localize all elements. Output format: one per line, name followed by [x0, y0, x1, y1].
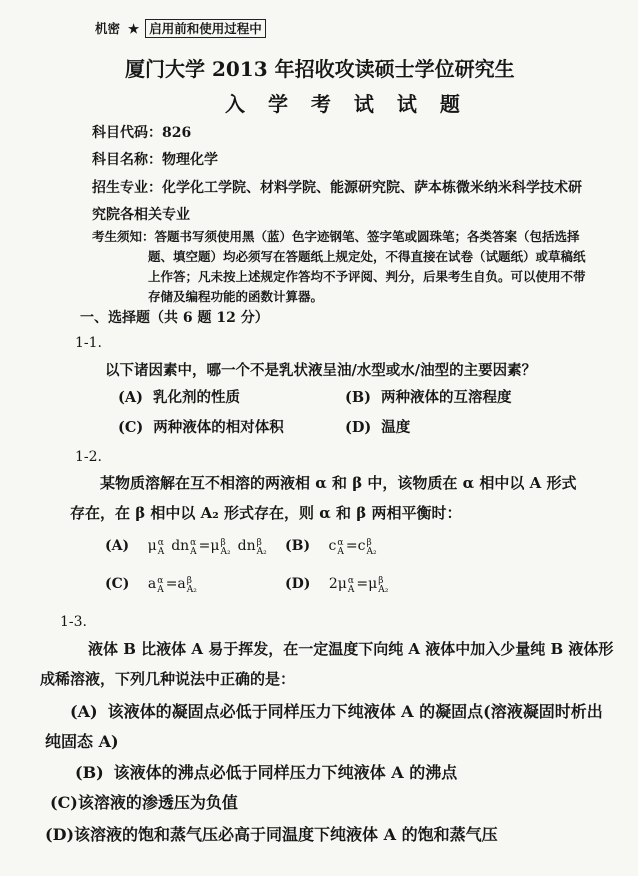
option-b	[75, 765, 457, 781]
formula-base: c	[328, 538, 337, 554]
question-number: 1-2.	[75, 449, 102, 465]
superscript: α	[347, 576, 354, 587]
major-line: 化学化工学院、材料学院、能源研究院、萨本栋微米纳米科学技术研	[162, 180, 582, 196]
formula-term	[199, 539, 231, 557]
option-label: (C)	[118, 419, 144, 436]
subscript: A₂	[186, 585, 197, 596]
subject-name-label: 科目名称：	[92, 152, 162, 168]
index-stack	[366, 539, 376, 557]
subject-code	[92, 126, 191, 140]
option-a	[70, 704, 603, 720]
formula-base: =μ	[198, 538, 220, 554]
formula-base: =a	[165, 576, 186, 592]
confidential-header	[95, 23, 266, 36]
option-b	[345, 391, 511, 406]
subscript: A₂	[220, 547, 231, 558]
major-label: 招生专业：	[92, 180, 162, 196]
question-number: 1-3.	[60, 614, 87, 630]
question-stem: 以下诸因素中，哪一个不是乳状液呈油/水型或水/油型的主要因素？	[105, 362, 537, 379]
index-stack	[157, 577, 164, 595]
question-stem: 存在，在 β 相中以 A₂ 形式存在，则 α 和 β 两相平衡时：	[70, 504, 462, 522]
formula-base: =μ	[356, 576, 378, 592]
notice-line: 题、填空题）均必须写在答题纸上规定处，不得直接在试卷（试题纸）或草稿纸	[148, 249, 586, 264]
exam-title: 厦门大学 2013 年招收攻读硕士学位研究生	[125, 57, 515, 81]
option-a	[105, 539, 269, 557]
formula-base: μ	[147, 538, 157, 554]
option-text: 两种液体的互溶程度	[380, 389, 512, 406]
confidential-label: 机密	[95, 21, 121, 36]
formula-term	[148, 577, 164, 595]
question-stem: 液体 B 比液体 A 易于挥发，在一定温度下向纯 A 液体中加入少量纯 B 液体形	[88, 640, 614, 658]
major	[92, 181, 582, 195]
option-label: (A)	[105, 538, 130, 554]
index-stack	[158, 539, 165, 557]
option-b	[285, 539, 379, 557]
subscript: A	[337, 547, 344, 558]
formula-term	[238, 539, 267, 557]
option-label: (A)	[70, 702, 98, 721]
subscript: A	[157, 547, 165, 558]
major-line: 究院各相关专业	[92, 207, 190, 223]
formula-term	[329, 577, 355, 595]
subscript: A₂	[378, 585, 389, 596]
superscript: α	[337, 538, 344, 549]
formula-base: a	[147, 576, 157, 592]
subscript: A₂	[366, 547, 377, 558]
question-number: 1-1.	[75, 335, 102, 351]
option-d	[45, 827, 498, 843]
question-stem: 某物质溶解在互不相溶的两液相 α 和 β 中，该物质在 α 相中以 A 形式	[100, 474, 577, 492]
notice-line: 答题书写须使用黑（蓝）色字迹钢笔、签字笔或圆珠笔；各类答案（包括选择	[154, 229, 580, 244]
notice	[92, 231, 580, 244]
index-stack	[337, 539, 344, 557]
formula-base: dn	[237, 538, 256, 554]
notice-line: 上作答；凡未按上述规定作答均不予评阅、判分，后果考生自负。可以使用不带	[148, 269, 586, 284]
option-label: (C)	[50, 793, 78, 812]
option-label: (B)	[285, 538, 311, 554]
formula-base: =c	[345, 538, 366, 554]
superscript: α	[190, 538, 197, 549]
subject-code-label: 科目代码：	[92, 125, 162, 141]
subscript: A	[190, 547, 197, 558]
option-text: 乳化剂的性质	[152, 389, 240, 406]
option-text: 该溶液的渗透压为负值	[77, 793, 238, 812]
subject-name-value: 物理化学	[162, 152, 218, 168]
formula-base: 2μ	[328, 576, 347, 592]
superscript: β	[256, 538, 262, 549]
usage-note-box: 启用前和使用过程中	[145, 19, 266, 38]
formula-term	[171, 539, 196, 557]
index-stack	[378, 577, 388, 595]
index-stack	[348, 577, 355, 595]
index-stack	[221, 539, 231, 557]
option-d	[285, 577, 390, 595]
formula-term	[166, 577, 197, 595]
exam-subtitle: 入 学 考 试 试 题	[225, 92, 468, 116]
option-text: 该液体的凝固点必低于同样压力下纯液体 A 的凝固点(溶液凝固时析出	[107, 702, 603, 721]
option-c	[105, 577, 199, 595]
notice-line: 存储及编程功能的函数计算器。	[148, 289, 324, 304]
formula-term	[346, 539, 377, 557]
option-text: 温度	[381, 419, 411, 436]
option-label: (C)	[105, 576, 130, 592]
superscript: α	[157, 576, 164, 587]
option-a	[118, 391, 240, 406]
superscript: β	[378, 576, 384, 587]
subject-code-value: 826	[162, 125, 192, 141]
formula-term	[148, 539, 165, 557]
index-stack	[190, 539, 197, 557]
option-text: 该溶液的饱和蒸气压必高于同温度下纯液体 A 的饱和蒸气压	[74, 825, 498, 844]
option-text: 该液体的沸点必低于同样压力下纯液体 A 的沸点	[113, 763, 458, 782]
superscript: β	[186, 576, 192, 587]
index-stack	[257, 539, 267, 557]
subscript: A	[347, 585, 355, 596]
formula-base: dn	[171, 538, 190, 554]
option-label: (D)	[345, 419, 372, 436]
option-label: (B)	[345, 389, 371, 406]
option-c	[50, 795, 238, 811]
superscript: β	[366, 538, 372, 549]
notice-label: 考生须知：	[92, 229, 155, 244]
superscript: α	[157, 538, 164, 549]
option-text-continued: 纯固态 A)	[45, 732, 119, 751]
option-text: 两种液体的相对体积	[153, 419, 284, 436]
formula-term	[329, 539, 344, 557]
subscript: A	[157, 585, 164, 596]
subscript: A₂	[256, 547, 267, 558]
option-label: (D)	[285, 576, 311, 592]
star-icon: ★	[128, 21, 140, 36]
option-label: (D)	[45, 825, 75, 844]
option-label: (A)	[118, 389, 143, 406]
formula-term	[356, 577, 388, 595]
option-label: (B)	[75, 763, 104, 782]
option-c	[118, 421, 284, 436]
index-stack	[187, 577, 197, 595]
section-title: 一、选择题（共 6 题 12 分）	[80, 310, 269, 326]
superscript: β	[220, 538, 226, 549]
option-d	[345, 421, 410, 436]
subject-name	[92, 153, 218, 167]
question-stem: 成稀溶液，下列几种说法中正确的是：	[40, 670, 296, 688]
